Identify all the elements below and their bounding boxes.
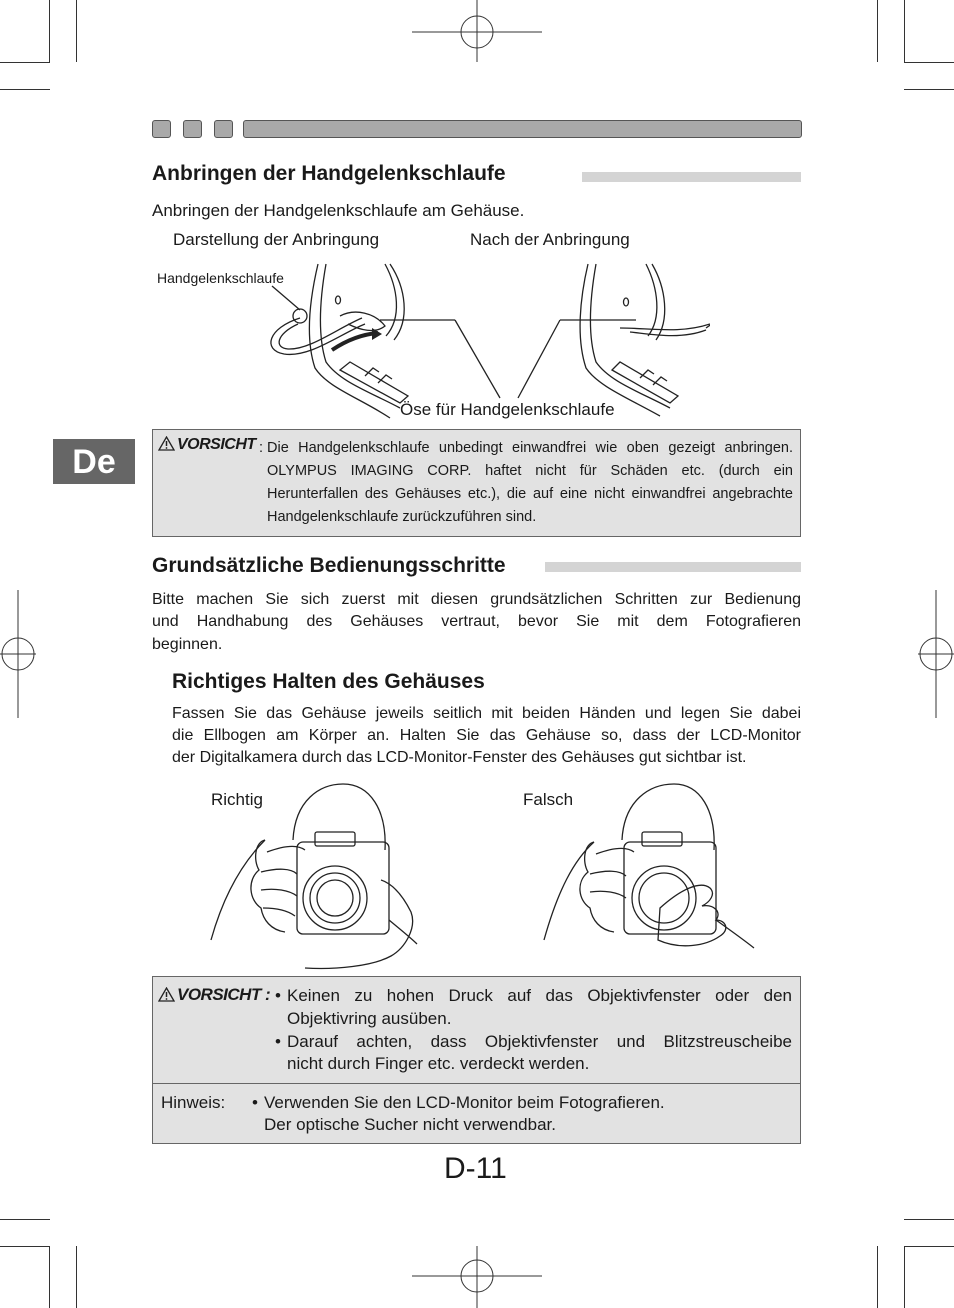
section-rule [582,172,801,182]
warning-icon [158,987,175,1002]
caution-box-2 [152,976,801,1144]
caution2-b2-line1: Darauf achten, dass Objektivfenster und Blitzstreuscheibe [287,1032,792,1051]
caution-line-4: Handgelenkschlaufe zurückzuführen sind. [267,509,537,525]
strap-intro: Anbringen der Handgelenkschlaufe am Gehäuse. [152,201,525,220]
caution-box-1 [152,429,801,537]
caution-line-1: Die Handgelenkschlaufe unbedingt einwandfrei wie oben gezeigt anbringen. [267,440,793,456]
bullet-dot: • [275,1032,281,1051]
caution-label: VORSICHT [158,436,256,454]
note-label: Hinweis: [161,1093,226,1112]
warning-icon [158,436,175,451]
caution-label: VORSICHT : [158,985,270,1005]
subsection-title: Richtiges Halten des Gehäuses [172,670,485,693]
note-line-1: Verwenden Sie den LCD-Monitor beim Fotografieren. [264,1093,665,1112]
bullet-dot: • [252,1093,258,1112]
holding-line-3: der Digitalkamera durch das LCD-Monitor-Fenster des Gehäuses gut sichtbar ist. [172,749,747,766]
caution2-b2-line2: nicht durch Finger etc. verdeckt werden. [287,1054,590,1073]
divider [153,1083,800,1084]
caption-wrong: Falsch [523,790,574,809]
section-title-strap: Anbringen der Handgelenkschlaufe [152,162,506,185]
label-eyelet: Öse für Handgelenkschlaufe [400,400,615,419]
caution-line-3: Herunterfallen des Gehäuses etc.), die auf eine nicht einwandfrei angebrachte [267,486,793,502]
caution2-b1-line2: Objektivring ausüben. [287,1009,452,1028]
basics-line-3: beginnen. [152,636,223,653]
section-rule [545,562,801,572]
caution-colon: : [259,440,264,456]
page-number: D-11 [444,1152,507,1185]
holding-line-2: die Ellbogen am Körper an. Halten Sie das Gehäuse so, dass der LCD-Monitor [172,727,801,744]
caption-attach: Darstellung der Anbringung [173,230,380,249]
caption-correct: Richtig [211,790,263,809]
caption-attached: Nach der Anbringung [470,230,630,249]
label-strap: Handgelenkschlaufe [157,270,284,286]
basics-line-1: Bitte machen Sie sich zuerst mit diesen grundsätzlichen Schritten zur Bedienung [152,591,801,608]
bullet-dot: • [275,986,281,1005]
basics-line-2: und Handhabung des Gehäuses vertraut, bevor Sie mit dem Fotografieren [152,613,801,630]
language-tab: De [53,439,135,484]
section-title-basics: Grundsätzliche Bedienungsschritte [152,554,506,577]
holding-illustration-wrong [540,780,770,975]
note-line-2: Der optische Sucher nicht verwendbar. [264,1115,556,1134]
holding-illustration-correct [205,780,435,975]
caution2-b1-line1: Keinen zu hohen Druck auf das Objektivfenster oder den [287,986,792,1005]
holding-line-1: Fassen Sie das Gehäuse jeweils seitlich mit beiden Händen und legen Sie dabei [172,705,801,722]
caution-line-2: OLYMPUS IMAGING CORP. haftet nicht für Schäden etc. (durch ein [267,463,793,479]
